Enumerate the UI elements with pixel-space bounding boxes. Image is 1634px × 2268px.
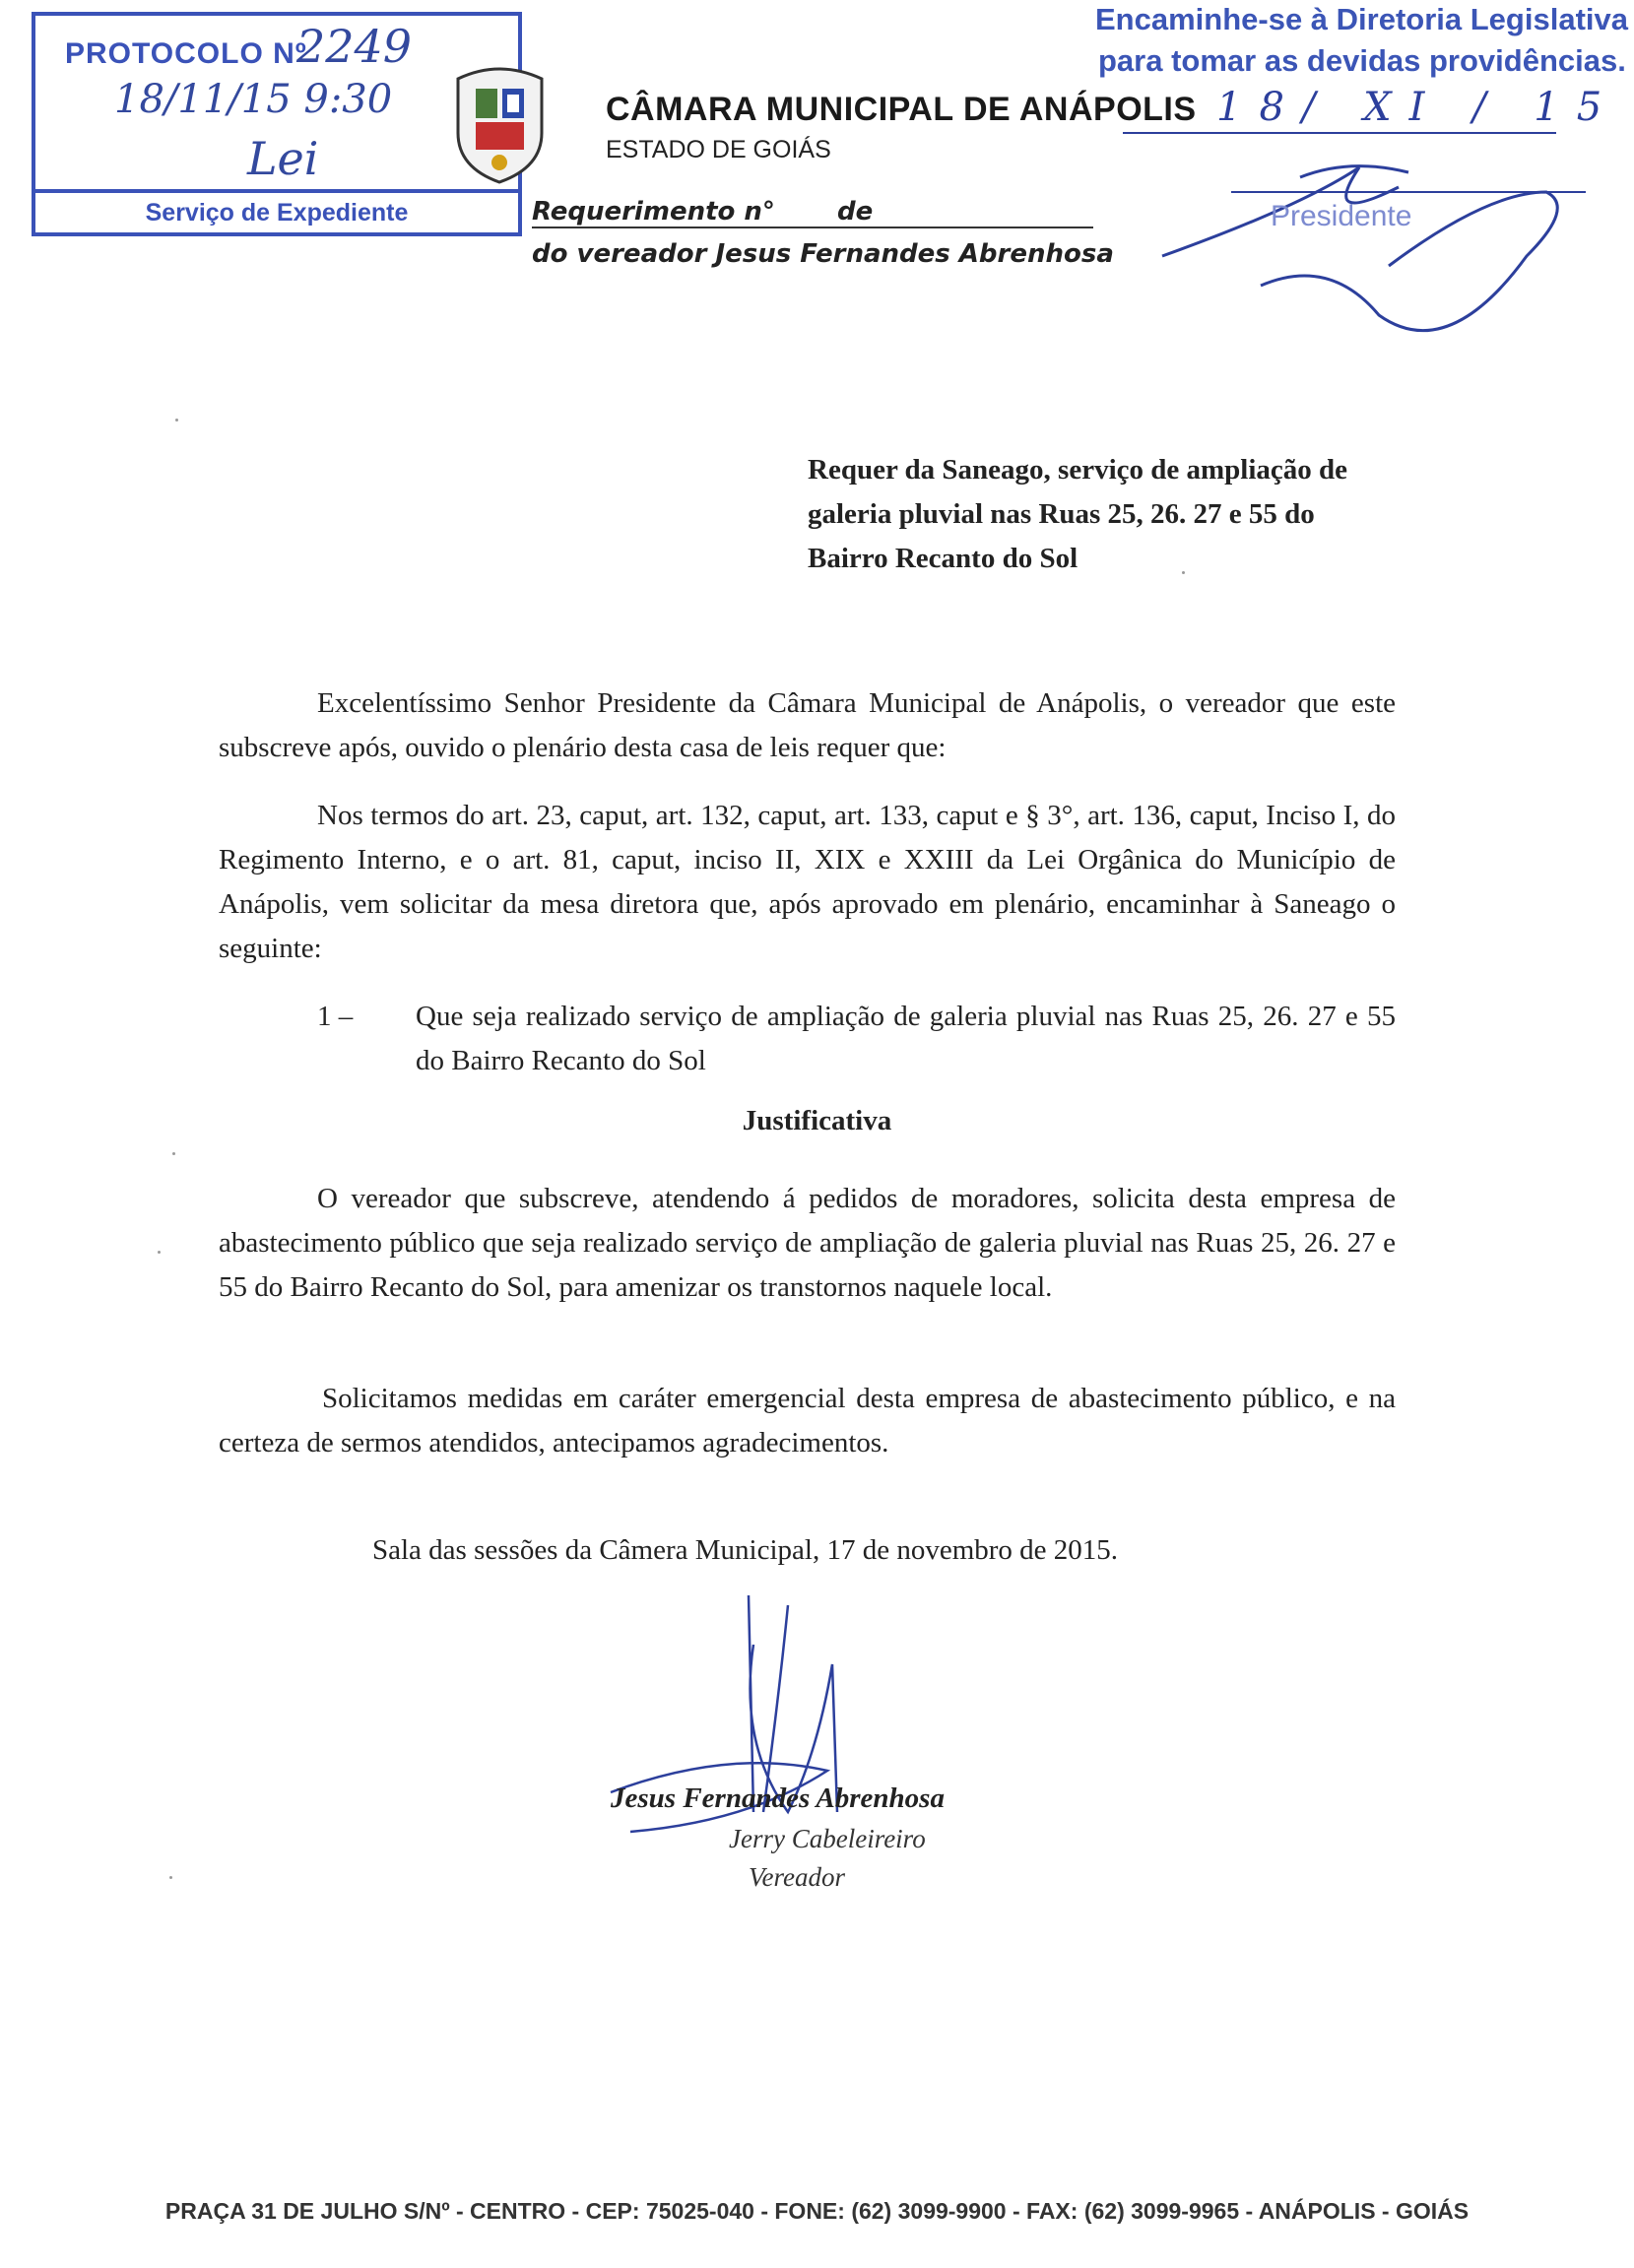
protocol-department: Serviço de Expediente: [35, 189, 518, 232]
forward-stamp-date: 18/ XI / 15: [1216, 85, 1620, 130]
signature-role: Vereador: [749, 1862, 845, 1892]
request-number-line: [532, 197, 1093, 228]
paragraph-legal-basis: Nos termos do art. 23, caput, art. 132, caput, art. 133, caput e § 3°, art. 136, caput, Inciso I, do Regimento Interno, e o art. 81, caput, inciso II, XIX e XXIII da Lei Orgânica do Município de Anápolis, vem solicitar da mesa diretora que, após aprovado em plenário, encaminhar à Saneago o seguinte:: [219, 800, 1396, 964]
municipal-crest-icon: [448, 59, 552, 187]
signature-nickname: Jerry Cabeleireiro: [729, 1824, 926, 1853]
scan-speck: [169, 1876, 172, 1879]
scan-speck: [1182, 571, 1185, 574]
chamber-state: ESTADO DE GOIÁS: [606, 136, 831, 163]
forward-stamp-president: Presidente: [1271, 200, 1412, 232]
protocol-label: PROTOCOLO Nº: [65, 37, 307, 70]
request-item-text: Que seja realizado serviço de ampliação de galeria pluvial nas Ruas 25, 26. 27 e 55 do Bairro Recanto do Sol: [416, 1001, 1396, 1076]
paragraph-salutation: Excelentíssimo Senhor Presidente da Câmara Municipal de Anápolis, o vereador que este subscreve após, ouvido o plenário desta casa de leis requer que:: [219, 687, 1396, 763]
scan-speck: [158, 1251, 161, 1254]
request-de: de: [837, 197, 874, 227]
paragraph-justification: O vereador que subscreve, atendendo á pedidos de moradores, solicita desta empresa de abastecimento público que seja realizado serviço de ampliação de galeria pluvial nas Ruas 25, 26. 27 e 55 do Bairro Recanto do Sol, para amenizar os transtornos naquele local.: [219, 1183, 1396, 1303]
protocol-date-time: 18/11/15 9:30: [114, 77, 393, 122]
request-item-number: 1 –: [317, 1001, 354, 1032]
document-subject: Requer da Saneago, serviço de ampliação de galeria pluvial nas Ruas 25, 26. 27 e 55 do Bairro Recanto do Sol: [808, 454, 1348, 574]
president-signature-icon: [1152, 148, 1586, 345]
forward-stamp-line1: Encaminhe-se à Diretoria Legislativa: [1095, 2, 1628, 36]
request-author: do vereador Jesus Fernandes Abrenhosa: [532, 239, 1114, 269]
footer-address: PRAÇA 31 DE JULHO S/Nº - CENTRO - CEP: 75025-040 - FONE: (62) 3099-9900 - FAX: (62) 3099-9965 - ANÁPOLIS - GOIÁS: [164, 2198, 1470, 2224]
chamber-title: CÂMARA MUNICIPAL DE ANÁPOLIS: [606, 91, 1197, 128]
closing-line: Sala das sessões da Câmera Municipal, 17 de novembro de 2015.: [372, 1534, 1119, 1566]
paragraph-request: Solicitamos medidas em caráter emergencial desta empresa de abastecimento público, e na certeza de sermos atendidos, antecipamos agradecimentos.: [219, 1383, 1396, 1458]
forward-stamp-line2: para tomar as devidas providências.: [1098, 43, 1626, 78]
scan-speck: [172, 1152, 175, 1155]
protocol-number: 2249: [296, 20, 413, 73]
request-label: Requerimento n°: [532, 197, 775, 227]
protocol-initials: Lei: [247, 132, 319, 185]
justification-heading: Justificativa: [742, 1105, 892, 1136]
scan-speck: [175, 419, 178, 421]
signature-name: Jesus Fernandes Abrenhosa: [611, 1782, 945, 1814]
